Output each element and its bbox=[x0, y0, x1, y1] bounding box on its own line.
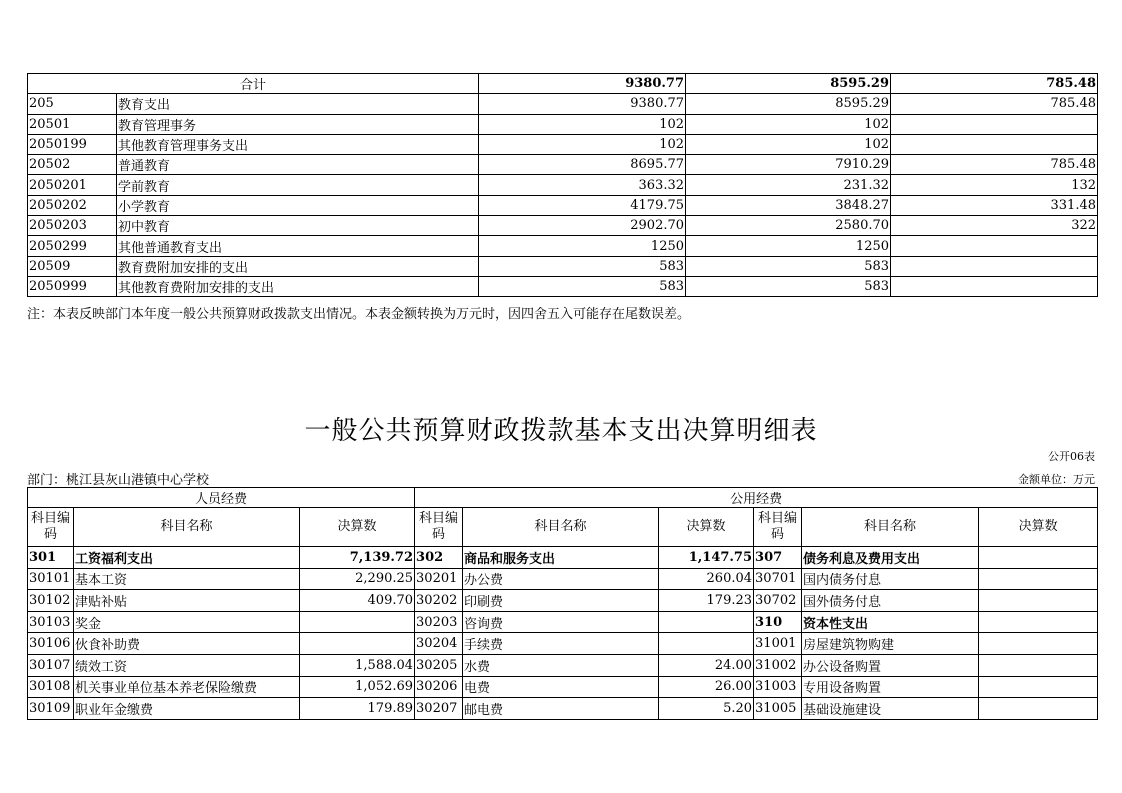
subject-name: 办公费 bbox=[463, 568, 659, 590]
subject-name: 机关事业单位基本养老保险缴费 bbox=[74, 676, 300, 698]
col-header-amount: 决算数 bbox=[979, 508, 1098, 547]
amount-cell: 102 bbox=[686, 134, 891, 154]
amount-cell: 322 bbox=[891, 216, 1098, 236]
amount-cell bbox=[891, 134, 1098, 154]
amount-cell: 102 bbox=[479, 134, 686, 154]
subject-name: 津贴补贴 bbox=[74, 590, 300, 612]
subject-name: 其他教育管理事务支出 bbox=[117, 134, 479, 154]
col-header-code: 科目编码 bbox=[415, 508, 463, 547]
total-label: 合计 bbox=[28, 74, 479, 94]
amount-cell: 102 bbox=[479, 114, 686, 134]
amount-cell: 132 bbox=[891, 175, 1098, 195]
subject-code: 30101 bbox=[28, 568, 74, 590]
subject-code: 30202 bbox=[415, 590, 463, 612]
subject-code: 30205 bbox=[415, 654, 463, 676]
expenditure-summary-table bbox=[27, 73, 1098, 297]
amount-cell bbox=[300, 633, 415, 655]
subject-name: 普通教育 bbox=[117, 155, 479, 175]
subject-name: 资本性支出 bbox=[802, 611, 979, 633]
amount-cell: 2,290.25 bbox=[300, 568, 415, 590]
subject-name: 学前教育 bbox=[117, 175, 479, 195]
amount-cell: 1,588.04 bbox=[300, 654, 415, 676]
subject-code: 30103 bbox=[28, 611, 74, 633]
form-code: 公开06表 bbox=[1048, 450, 1095, 463]
department-label: 部门：桃江县灰山港镇中心学校 bbox=[27, 473, 210, 488]
amount-cell: 331.48 bbox=[891, 195, 1098, 215]
amount-cell bbox=[979, 590, 1098, 612]
amount-cell: 2580.70 bbox=[686, 216, 891, 236]
amount-cell: 7910.29 bbox=[686, 155, 891, 175]
subject-code: 20502 bbox=[28, 155, 117, 175]
col-header-name: 科目名称 bbox=[74, 508, 300, 547]
amount-cell: 8695.77 bbox=[479, 155, 686, 175]
subject-name: 国内债务付息 bbox=[802, 568, 979, 590]
amount-cell: 583 bbox=[479, 256, 686, 276]
subject-name: 教育管理事务 bbox=[117, 114, 479, 134]
table-row bbox=[28, 676, 1098, 698]
subject-name: 房屋建筑物购建 bbox=[802, 633, 979, 655]
subject-name: 基本工资 bbox=[74, 568, 300, 590]
group-header-personnel: 人员经费 bbox=[28, 488, 415, 508]
total-value: 9380.77 bbox=[479, 74, 686, 94]
amount-cell: 785.48 bbox=[891, 94, 1098, 114]
amount-cell: 2902.70 bbox=[479, 216, 686, 236]
table-note: 注：本表反映部门本年度一般公共预算财政拨款支出情况。本表金额转换为万元时，因四舍五入可能存在尾数误差。 bbox=[27, 307, 691, 322]
col-header-code: 科目编码 bbox=[754, 508, 802, 547]
subject-code: 31005 bbox=[754, 698, 802, 720]
total-row bbox=[28, 74, 1098, 94]
amount-cell bbox=[891, 114, 1098, 134]
amount-cell: 179.23 bbox=[659, 590, 754, 612]
col-header-name: 科目名称 bbox=[463, 508, 659, 547]
subject-name: 教育费附加安排的支出 bbox=[117, 256, 479, 276]
amount-cell bbox=[891, 236, 1098, 256]
subject-code: 30107 bbox=[28, 654, 74, 676]
group-header-row bbox=[28, 488, 1098, 508]
subject-name: 电费 bbox=[463, 676, 659, 698]
subject-code: 30207 bbox=[415, 698, 463, 720]
subject-name: 工资福利支出 bbox=[74, 547, 300, 569]
subject-name: 小学教育 bbox=[117, 195, 479, 215]
amount-cell: 260.04 bbox=[659, 568, 754, 590]
amount-cell: 179.89 bbox=[300, 698, 415, 720]
amount-cell: 24.00 bbox=[659, 654, 754, 676]
subject-code: 30702 bbox=[754, 590, 802, 612]
subject-code: 30701 bbox=[754, 568, 802, 590]
subject-name: 初中教育 bbox=[117, 216, 479, 236]
subject-code: 30204 bbox=[415, 633, 463, 655]
table-row bbox=[28, 654, 1098, 676]
subject-name: 债务利息及费用支出 bbox=[802, 547, 979, 569]
subject-name: 邮电费 bbox=[463, 698, 659, 720]
subject-code: 2050203 bbox=[28, 216, 117, 236]
subject-name: 伙食补助费 bbox=[74, 633, 300, 655]
amount-cell bbox=[979, 633, 1098, 655]
amount-cell: 8595.29 bbox=[686, 94, 891, 114]
summary-table-body bbox=[28, 74, 1098, 297]
amount-cell bbox=[659, 611, 754, 633]
table-row bbox=[28, 568, 1098, 590]
subject-code: 2050299 bbox=[28, 236, 117, 256]
amount-cell bbox=[300, 611, 415, 633]
table-row bbox=[28, 256, 1098, 276]
detail-table-body bbox=[28, 488, 1098, 720]
amount-cell bbox=[979, 611, 1098, 633]
subject-code: 2050201 bbox=[28, 175, 117, 195]
table-row bbox=[28, 276, 1098, 296]
amount-cell bbox=[979, 654, 1098, 676]
subject-name: 绩效工资 bbox=[74, 654, 300, 676]
subject-name: 教育支出 bbox=[117, 94, 479, 114]
subject-name: 办公设备购置 bbox=[802, 654, 979, 676]
amount-cell bbox=[891, 256, 1098, 276]
subject-code: 302 bbox=[415, 547, 463, 569]
amount-cell: 3848.27 bbox=[686, 195, 891, 215]
unit-label: 金额单位：万元 bbox=[1018, 473, 1095, 486]
amount-cell: 583 bbox=[479, 276, 686, 296]
subject-code: 2050999 bbox=[28, 276, 117, 296]
amount-cell: 26.00 bbox=[659, 676, 754, 698]
table-row bbox=[28, 633, 1098, 655]
amount-cell: 583 bbox=[686, 276, 891, 296]
total-value: 8595.29 bbox=[686, 74, 891, 94]
amount-cell: 102 bbox=[686, 114, 891, 134]
subject-code: 30206 bbox=[415, 676, 463, 698]
subject-name: 咨询费 bbox=[463, 611, 659, 633]
table-row bbox=[28, 155, 1098, 175]
table-row bbox=[28, 698, 1098, 720]
amount-cell bbox=[891, 276, 1098, 296]
subject-code: 310 bbox=[754, 611, 802, 633]
subject-name: 奖金 bbox=[74, 611, 300, 633]
subject-name: 印刷费 bbox=[463, 590, 659, 612]
subject-code: 30203 bbox=[415, 611, 463, 633]
subject-code: 20501 bbox=[28, 114, 117, 134]
subject-name: 专用设备购置 bbox=[802, 676, 979, 698]
subject-code: 30201 bbox=[415, 568, 463, 590]
table-row bbox=[28, 216, 1098, 236]
subject-name: 职业年金缴费 bbox=[74, 698, 300, 720]
amount-cell: 9380.77 bbox=[479, 94, 686, 114]
amount-cell: 785.48 bbox=[891, 155, 1098, 175]
subject-name: 基础设施建设 bbox=[802, 698, 979, 720]
amount-cell: 7,139.72 bbox=[300, 547, 415, 569]
amount-cell: 409.70 bbox=[300, 590, 415, 612]
amount-cell bbox=[979, 676, 1098, 698]
table-row bbox=[28, 114, 1098, 134]
subject-name: 其他教育费附加安排的支出 bbox=[117, 276, 479, 296]
table-row bbox=[28, 590, 1098, 612]
col-header-name: 科目名称 bbox=[802, 508, 979, 547]
col-header-amount: 决算数 bbox=[659, 508, 754, 547]
column-header-row bbox=[28, 508, 1098, 547]
table-row bbox=[28, 236, 1098, 256]
amount-cell: 4179.75 bbox=[479, 195, 686, 215]
subject-code: 301 bbox=[28, 547, 74, 569]
subject-code: 31001 bbox=[754, 633, 802, 655]
amount-cell: 1,147.75 bbox=[659, 547, 754, 569]
subject-code: 307 bbox=[754, 547, 802, 569]
amount-cell: 231.32 bbox=[686, 175, 891, 195]
amount-cell: 1,052.69 bbox=[300, 676, 415, 698]
col-header-code: 科目编码 bbox=[28, 508, 74, 547]
subject-code: 20509 bbox=[28, 256, 117, 276]
page-title: 一般公共预算财政拨款基本支出决算明细表 bbox=[304, 416, 818, 446]
subject-name: 水费 bbox=[463, 654, 659, 676]
subject-code: 2050202 bbox=[28, 195, 117, 215]
group-header-public: 公用经费 bbox=[415, 488, 1098, 508]
amount-cell: 5.20 bbox=[659, 698, 754, 720]
subject-code: 30106 bbox=[28, 633, 74, 655]
amount-cell bbox=[659, 633, 754, 655]
subject-code: 30108 bbox=[28, 676, 74, 698]
amount-cell: 1250 bbox=[479, 236, 686, 256]
subject-name: 手续费 bbox=[463, 633, 659, 655]
subject-code: 31003 bbox=[754, 676, 802, 698]
amount-cell bbox=[979, 547, 1098, 569]
table-row bbox=[28, 611, 1098, 633]
subject-code: 2050199 bbox=[28, 134, 117, 154]
subject-name: 国外债务付息 bbox=[802, 590, 979, 612]
basic-expenditure-detail-table bbox=[27, 487, 1098, 720]
amount-cell: 363.32 bbox=[479, 175, 686, 195]
subject-name: 其他普通教育支出 bbox=[117, 236, 479, 256]
subject-code: 31002 bbox=[754, 654, 802, 676]
table-row bbox=[28, 195, 1098, 215]
table-row bbox=[28, 175, 1098, 195]
amount-cell: 583 bbox=[686, 256, 891, 276]
subject-name: 商品和服务支出 bbox=[463, 547, 659, 569]
table-row bbox=[28, 547, 1098, 569]
amount-cell bbox=[979, 698, 1098, 720]
table-row bbox=[28, 94, 1098, 114]
subject-code: 205 bbox=[28, 94, 117, 114]
col-header-amount: 决算数 bbox=[300, 508, 415, 547]
subject-code: 30109 bbox=[28, 698, 74, 720]
subject-code: 30102 bbox=[28, 590, 74, 612]
amount-cell: 1250 bbox=[686, 236, 891, 256]
table-row bbox=[28, 134, 1098, 154]
total-value: 785.48 bbox=[891, 74, 1098, 94]
amount-cell bbox=[979, 568, 1098, 590]
